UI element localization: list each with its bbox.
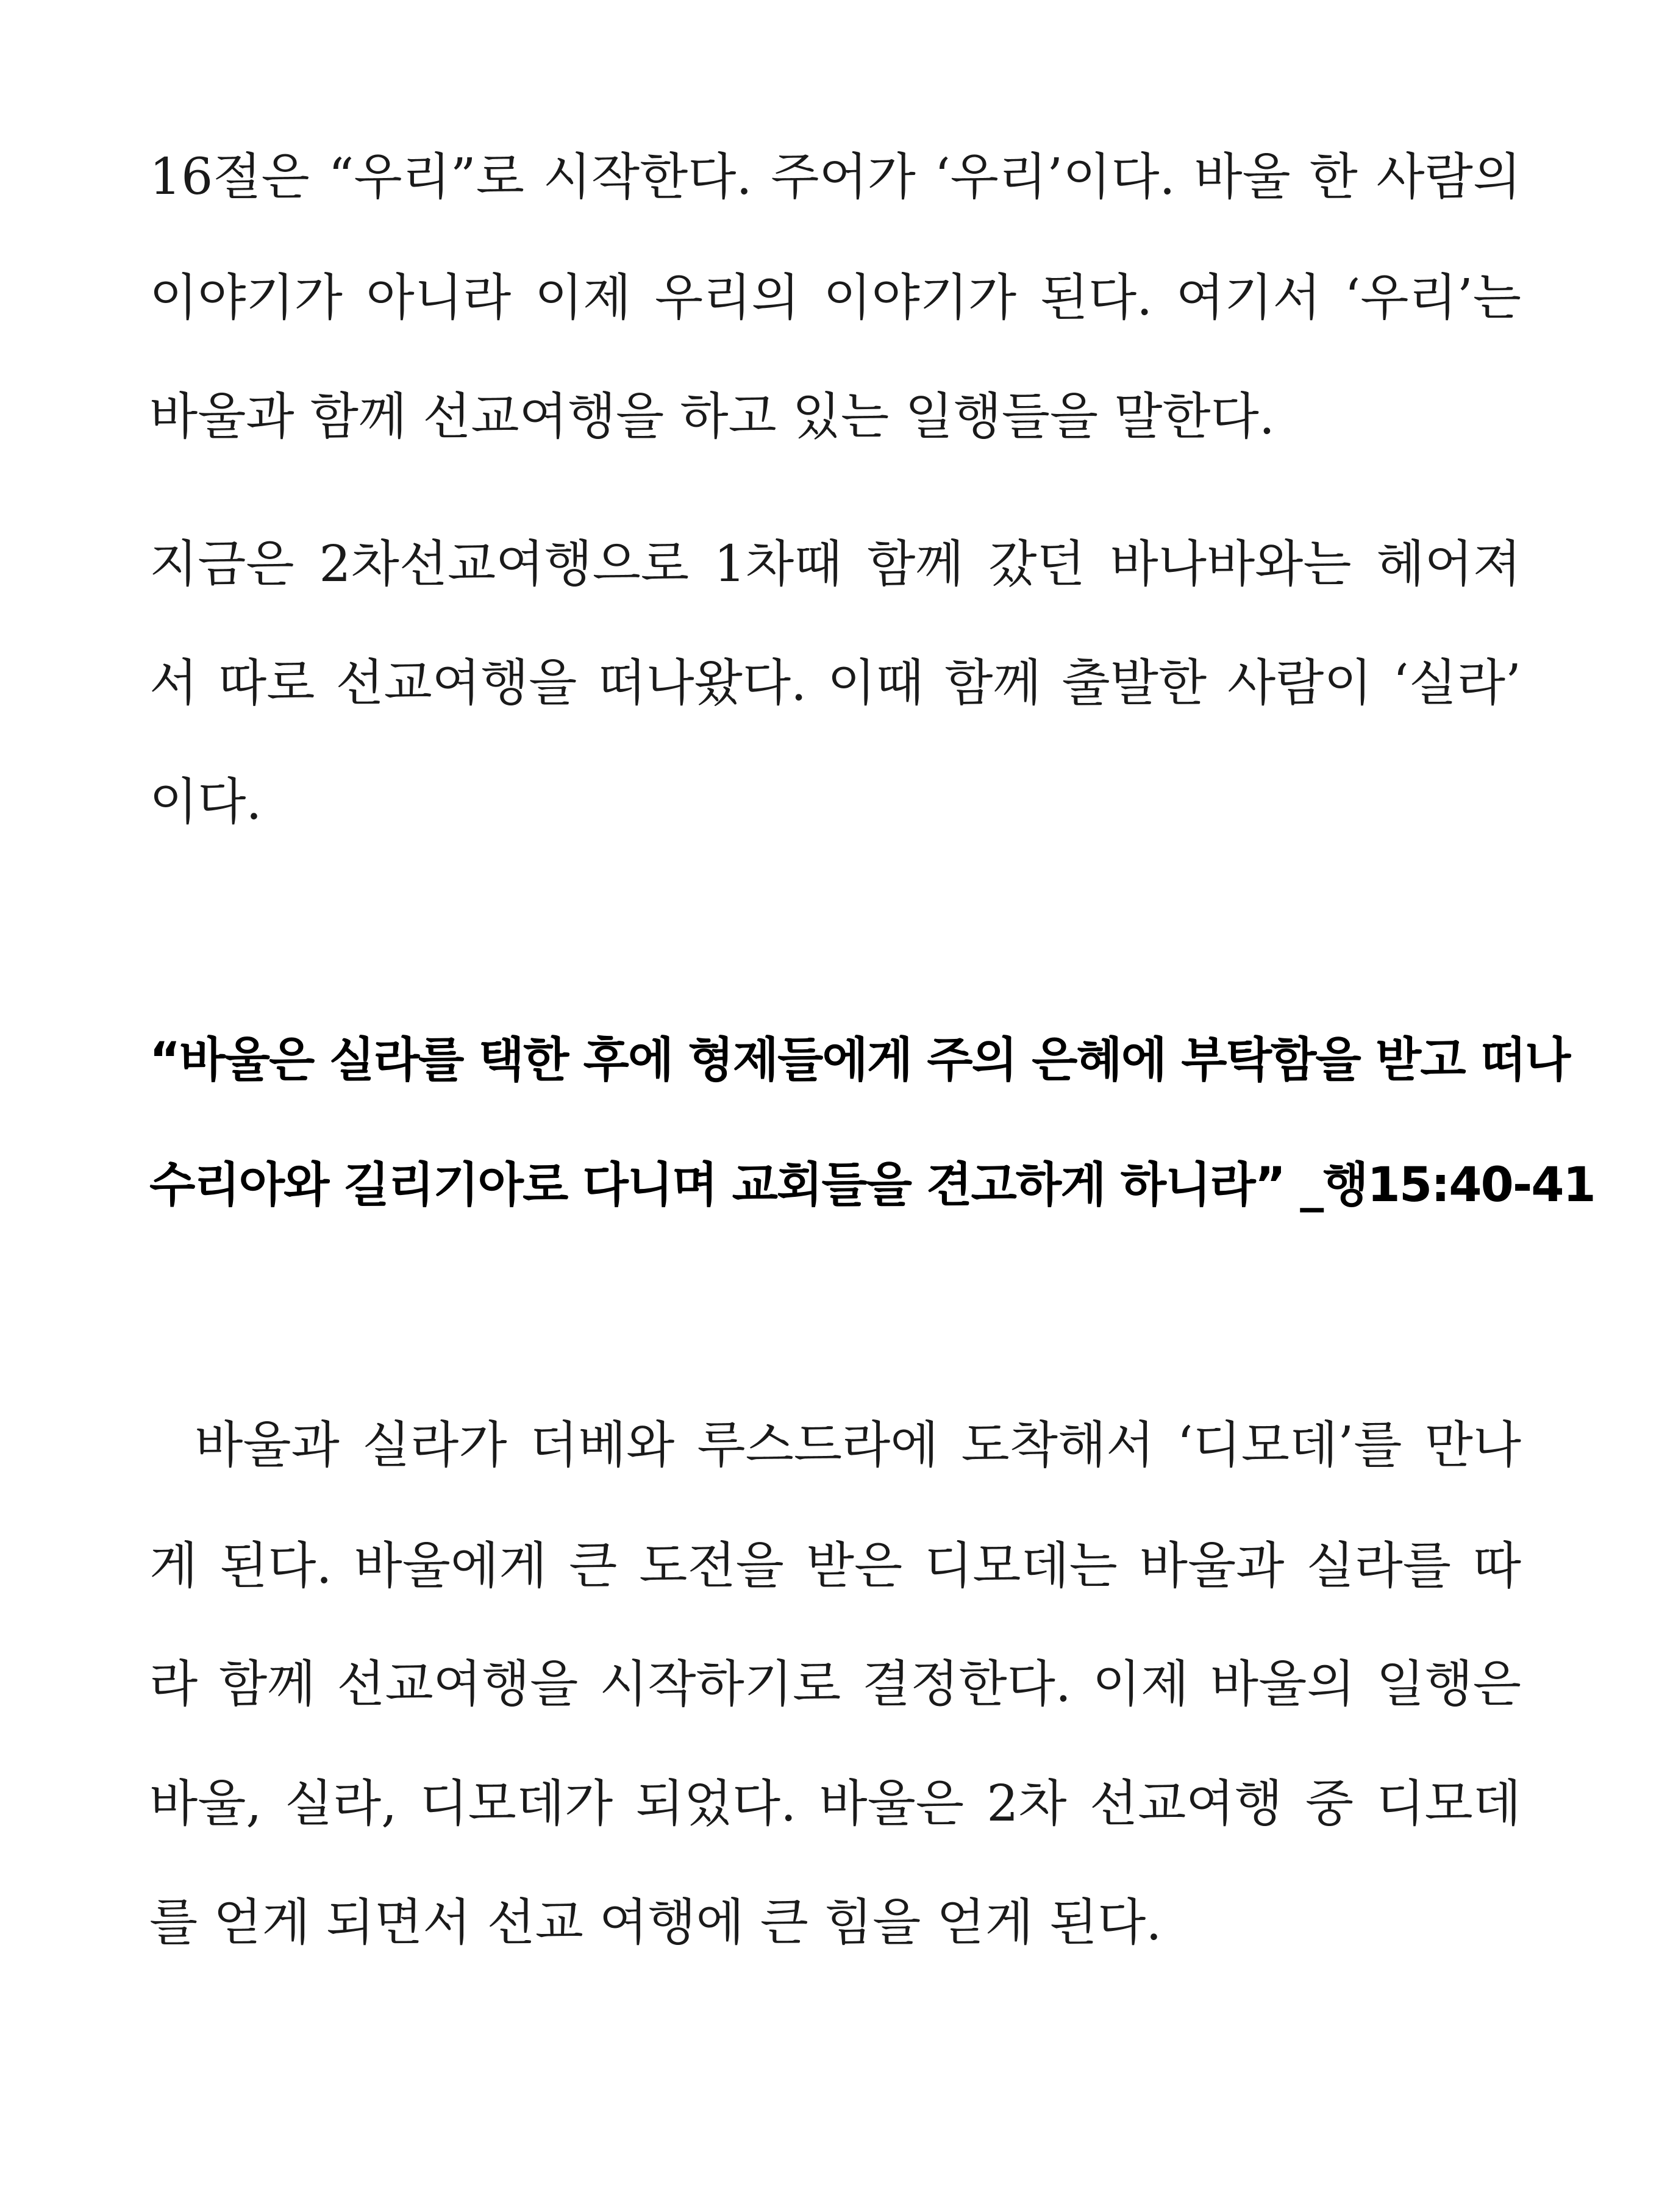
paragraph-3-line-2: 게 된다. 바울에게 큰 도전을 받은 디모데는 바울과 실라를 따 xyxy=(149,1537,1521,1595)
paragraph-1-line-3: 바울과 함께 선교여행을 하고 있는 일행들을 말한다. xyxy=(149,388,1275,446)
paragraph-3-line-3: 라 함께 선교여행을 시작하기로 결정한다. 이제 바울의 일행은 xyxy=(149,1655,1521,1713)
paragraph-1-line-2: 이야기가 아니라 이제 우리의 이야기가 된다. 여기서 ‘우리’는 xyxy=(149,269,1521,327)
paragraph-2-line-2: 서 따로 선교여행을 떠나왔다. 이때 함께 출발한 사람이 ‘실라’ xyxy=(149,654,1521,712)
paragraph-3-line-1: 바울과 실라가 더베와 루스드라에 도착해서 ‘디모데’를 만나 xyxy=(149,1416,1521,1474)
paragraph-1-line-1: 16절은 “우리”로 시작한다. 주어가 ‘우리’이다. 바울 한 사람의 xyxy=(149,148,1521,206)
paragraph-2-line-1: 지금은 2차선교여행으로 1차때 함께 갔던 바나바와는 헤어져 xyxy=(149,535,1521,593)
scripture-quote-line-2: 수리아와 길리기아로 다니며 교회들을 견고하게 하니라” _행15:40-41 xyxy=(149,1158,1595,1213)
paragraph-2-line-3: 이다. xyxy=(149,773,262,831)
scripture-quote-line-1: “바울은 실라를 택한 후에 형제들에게 주의 은혜에 부탁함을 받고 떠나 xyxy=(149,1033,1570,1088)
paragraph-3-line-5: 를 얻게 되면서 선교 여행에 큰 힘을 얻게 된다. xyxy=(149,1894,1162,1952)
paragraph-3-line-4: 바울, 실라, 디모데가 되었다. 바울은 2차 선교여행 중 디모데 xyxy=(149,1775,1521,1833)
